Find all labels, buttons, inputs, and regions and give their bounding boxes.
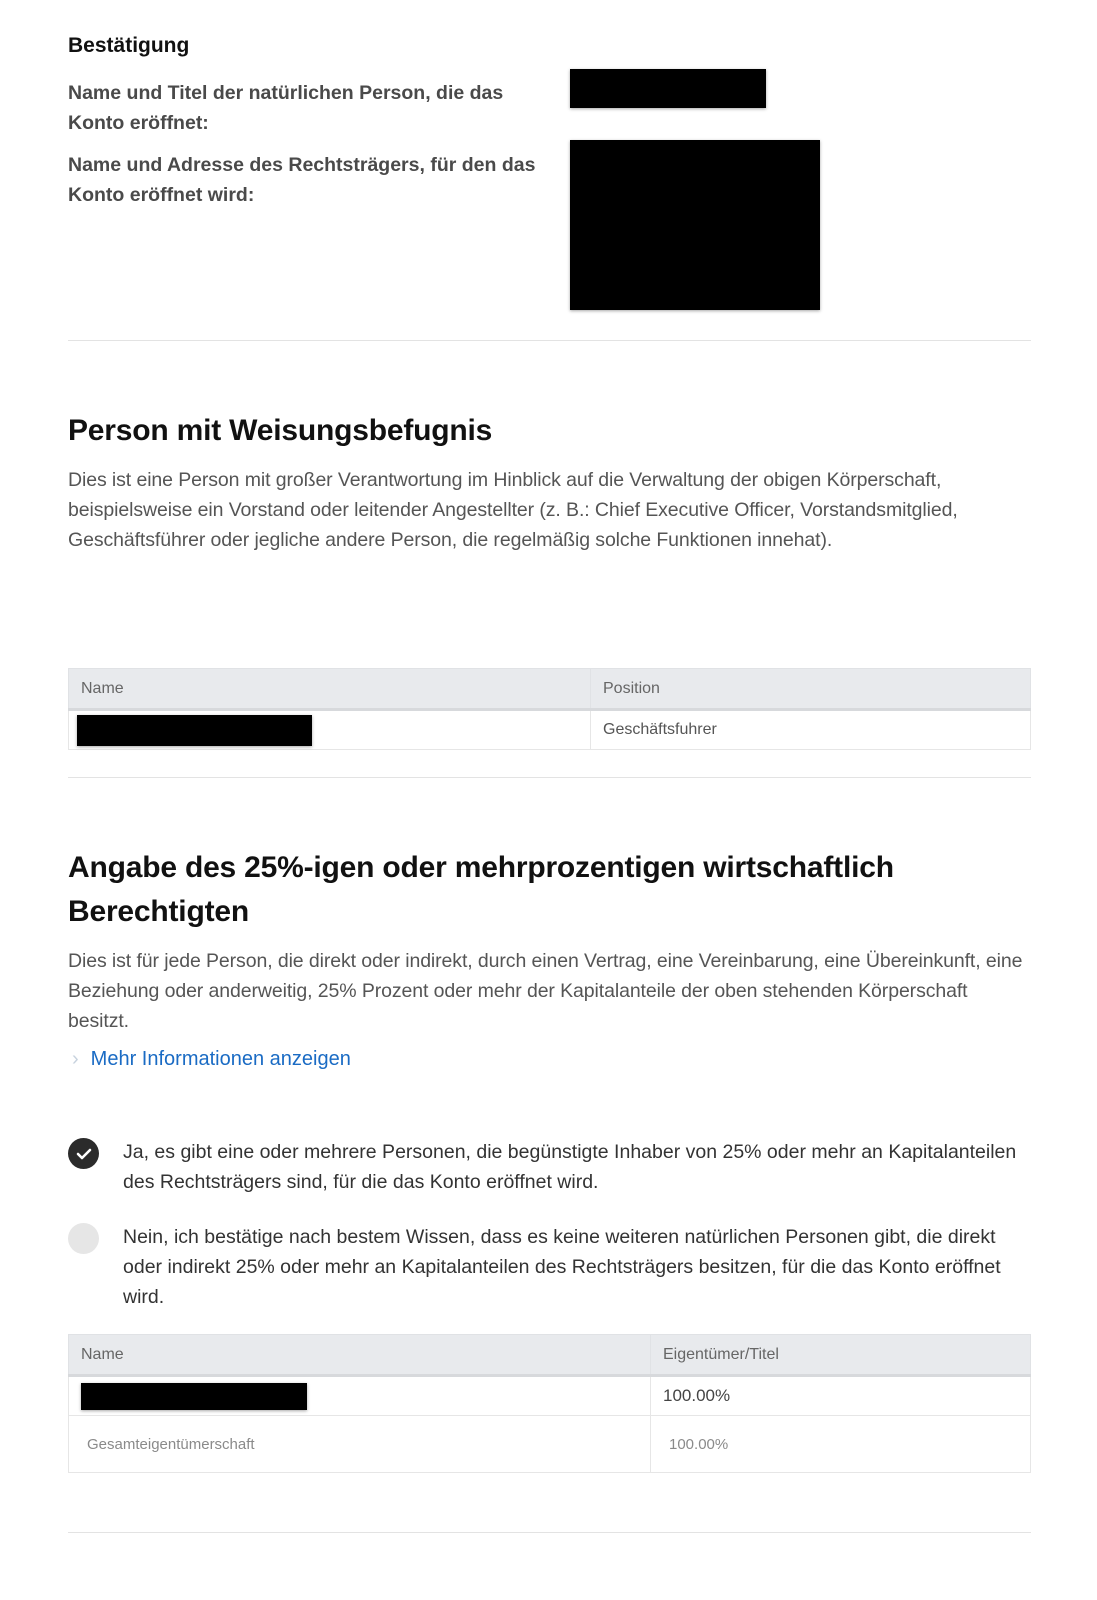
name-cell [69, 710, 591, 750]
name-redacted [81, 1383, 307, 1410]
opener-name-value-redacted [570, 69, 766, 108]
column-header-position: Position [591, 669, 1031, 710]
position-cell: Geschäftsfuhrer [591, 710, 1031, 750]
total-row [69, 1416, 1031, 1473]
total-value: 100.00% [651, 1416, 1031, 1473]
authorized-person-description: Dies ist eine Person mit großer Verantwortung im Hinblick auf die Verwaltung der obigen Körperschaft, beispielsweise ein Vorstand oder leitender Angestellter (z. B.: Chief Executive Officer, Vorstandsmitglied, Geschäftsführer oder jegliche andere Person, die regelmäßig solche Funktionen innehat). [68, 469, 958, 551]
column-header-name: Name [69, 1335, 651, 1376]
opener-name-label: Name und Titel der natürlichen Person, die das Konto eröffnet: [68, 82, 504, 134]
column-header-ownership: Eigentümer/Titel [651, 1335, 1031, 1376]
section-divider [68, 340, 1031, 341]
chevron-right-icon: › [72, 1048, 79, 1070]
ownership-cell: 100.00% [651, 1376, 1031, 1416]
beneficial-owner-description: Dies ist für jede Person, die direkt oder indirekt, durch einen Vertrag, eine Vereinbarung, eine Übereinkunft, eine Beziehung oder anderweitig, 25% Prozent oder mehr der Kapitalanteile der oben stehenden Körperschaft besitzt. [68, 950, 1023, 1032]
name-redacted [77, 715, 312, 746]
entity-address-label: Name und Adresse des Rechtsträgers, für den das Konto eröffnet wird: [68, 154, 536, 206]
table-row [69, 710, 1031, 750]
beneficial-owner-title: Angabe des 25%-igen oder mehrprozentigen wirtschaftlich Berechtigten [68, 851, 894, 928]
table-row [69, 1376, 1031, 1416]
radio-unchecked-icon[interactable] [68, 1223, 99, 1254]
authorized-person-title: Person mit Weisungsbefugnis [68, 414, 493, 447]
section-divider [68, 777, 1031, 778]
option-no[interactable] [68, 1222, 1031, 1312]
entity-address-value-redacted [570, 140, 820, 310]
authorized-person-table [68, 668, 1031, 750]
option-yes-label: Ja, es gibt eine oder mehrere Personen, die begünstigte Inhaber von 25% oder mehr an Kapitalanteilen des Rechtsträgers sind, für die das Konto eröffnet wird. [123, 1141, 1017, 1193]
option-yes[interactable] [68, 1137, 1031, 1197]
total-label: Gesamteigentümerschaft [69, 1416, 651, 1473]
radio-checked-icon[interactable] [68, 1138, 99, 1169]
section-divider [68, 1532, 1031, 1533]
name-cell [69, 1376, 651, 1416]
option-no-label: Nein, ich bestätige nach bestem Wissen, dass es keine weiteren natürlichen Personen gibt, die direkt oder indirekt 25% oder mehr an Kapitalanteilen des Rechtsträgers besitzen, für die das Konto eröffnet wird. [123, 1226, 1001, 1308]
confirmation-title: Bestätigung [68, 34, 190, 57]
more-info-link[interactable]: Mehr Informationen anzeigen [90, 1048, 351, 1070]
column-header-name: Name [69, 669, 591, 710]
more-info-toggle[interactable] [72, 1048, 351, 1071]
beneficial-owner-table [68, 1334, 1031, 1473]
